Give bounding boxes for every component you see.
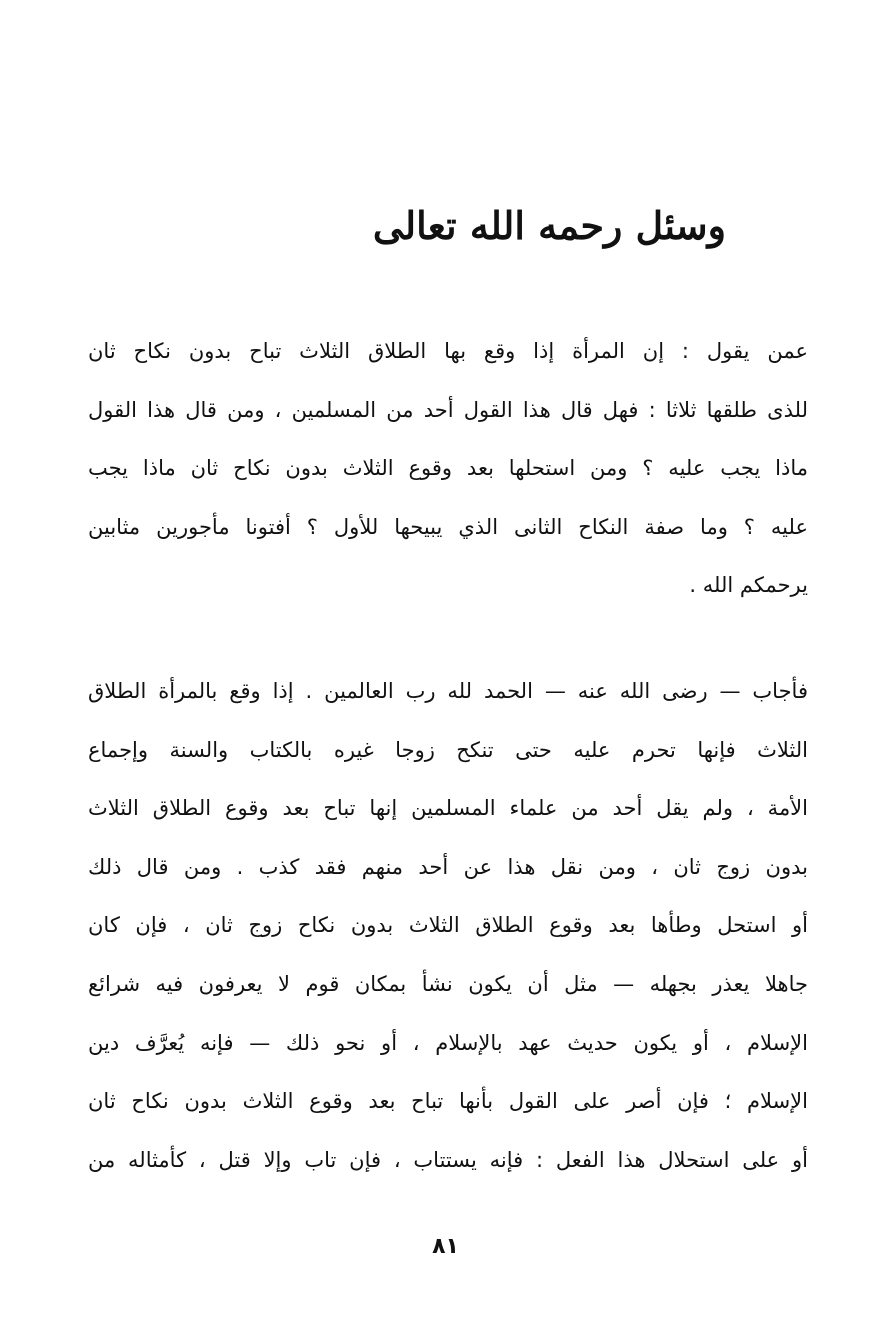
question-line: يرحمكم الله . xyxy=(689,573,808,598)
question-line: للذى طلقها ثلاثا : فهل قال هذا القول أحد من المسلمين ، ومن قال هذا القول xyxy=(88,397,808,422)
answer-line: الإسلام ؛ فإن أصر على القول بأنها تباح بعد وقوع الثلاث بدون نكاح ثان xyxy=(88,1089,808,1114)
answer-paragraph xyxy=(88,662,808,1189)
answer-line: الثلاث فإنها تحرم عليه حتى تنكح زوجا غيره بالكتاب والسنة وإجماع xyxy=(88,737,808,762)
answer-line: الإسلام ، أو يكون حديث عهد بالإسلام ، أو نحو ذلك — فإنه يُعرَّف دين xyxy=(88,1030,808,1055)
question-line: عمن يقول : إن المرأة إذا وقع بها الطلاق الثلاث تباح بدون نكاح ثان xyxy=(88,339,808,363)
section-heading: وسئل رحمه الله تعالى xyxy=(372,203,726,248)
answer-line: فأجاب — رضى الله عنه — الحمد لله رب العالمين . إذا وقع بالمرأة الطلاق xyxy=(88,679,808,703)
answer-line: جاهلا يعذر بجهله — مثل أن يكون نشأ بمكان قوم لا يعرفون فيه شرائع xyxy=(88,971,808,996)
question-paragraph xyxy=(88,322,808,615)
question-line: ماذا يجب عليه ؟ ومن استحلها بعد وقوع الثلاث بدون نكاح ثان ماذا يجب xyxy=(88,456,808,481)
answer-line: بدون زوج ثان ، ومن نقل هذا عن أحد منهم فقد كذب . ومن قال ذلك xyxy=(88,854,808,879)
answer-line: أو على استحلال هذا الفعل : فإنه يستتاب ، فإن تاب وإلا قتل ، كأمثاله من xyxy=(88,1147,808,1172)
answer-line: الأمة ، ولم يقل أحد من علماء المسلمين إنها تباح بعد وقوع الطلاق الثلاث xyxy=(88,796,808,821)
answer-line: أو استحل وطأها بعد وقوع الطلاق الثلاث بدون نكاح زوج ثان ، فإن كان xyxy=(88,913,808,938)
page-number: ٨١ xyxy=(432,1234,459,1259)
question-line: عليه ؟ وما صفة النكاح الثانى الذي يبيحها للأول ؟ أفتونا مأجورين مثابين xyxy=(88,514,808,539)
